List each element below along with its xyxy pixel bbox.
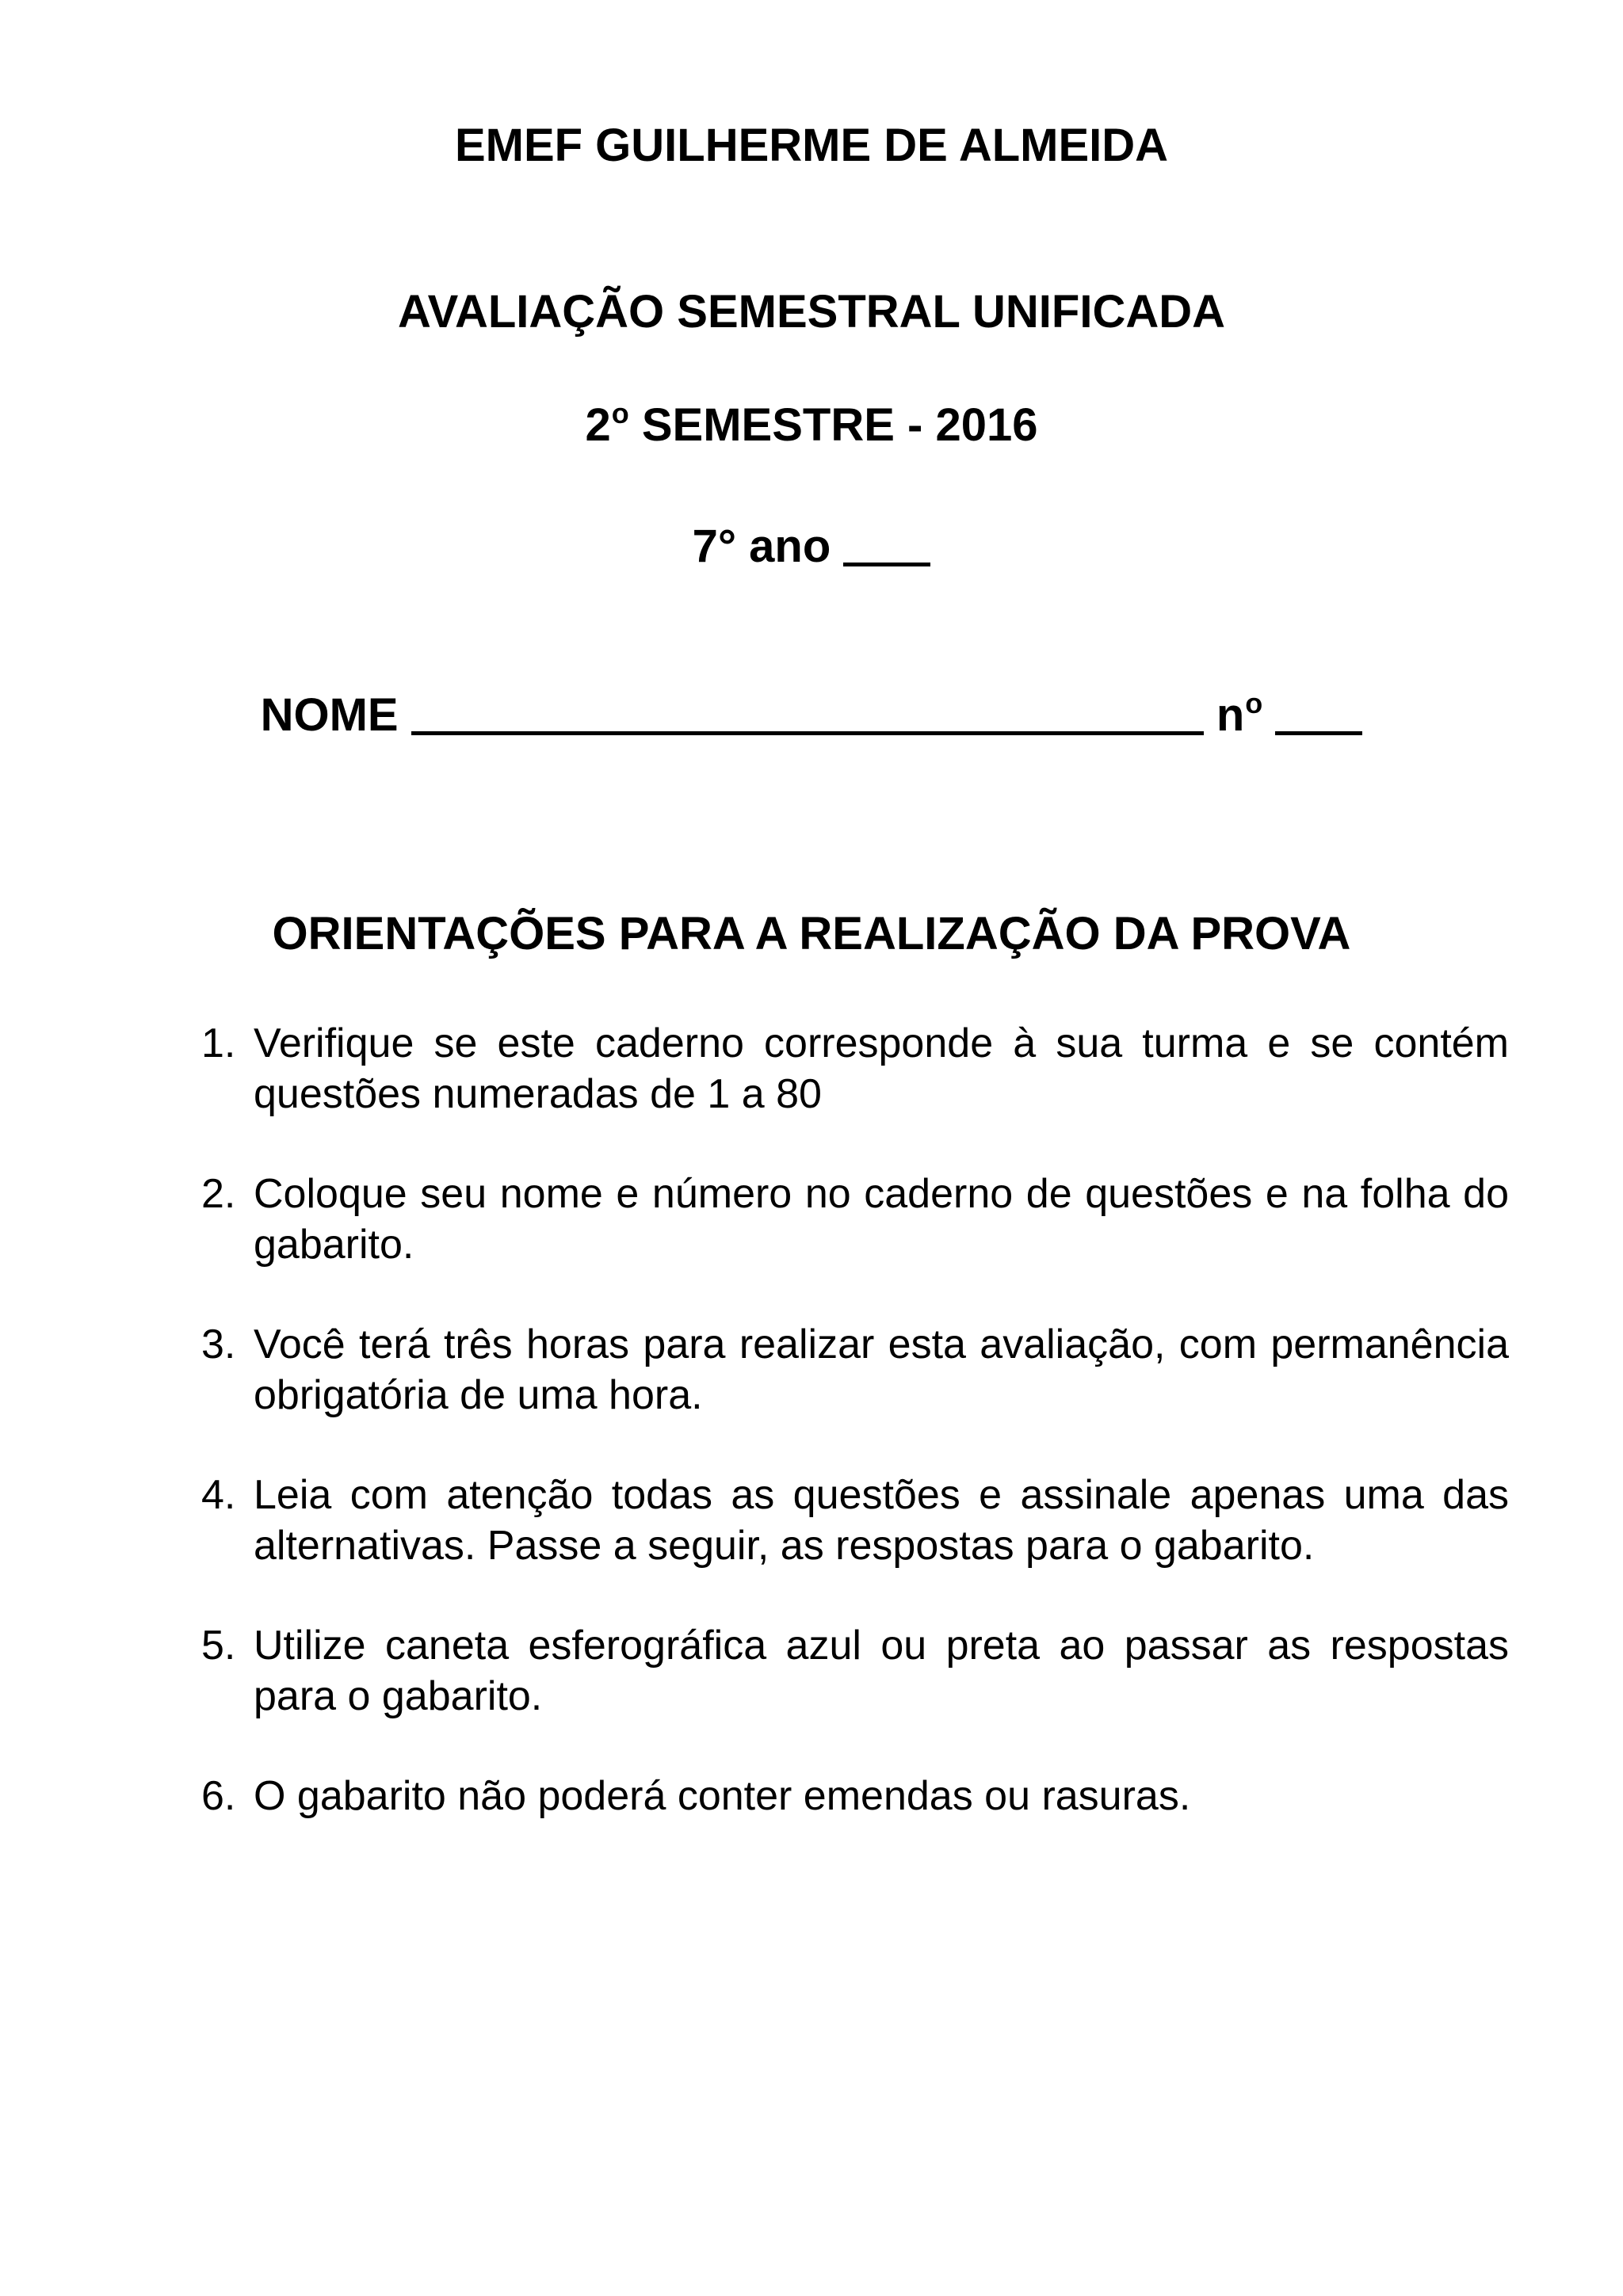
grade-label: 7° ano <box>692 521 831 572</box>
item-text: Leia com atenção todas as questões e assinale apenas uma das alternativas. Passe a seguir, as respostas para o gabarito. <box>254 1472 1509 1569</box>
number-label: n <box>1216 689 1245 741</box>
student-name-line <box>0 685 1623 741</box>
instructions-title: ORIENTAÇÕES PARA A REALIZAÇÃO DA PROVA <box>272 908 1351 959</box>
class-blank[interactable] <box>843 521 930 566</box>
semester-text: SEMESTRE - 2016 <box>641 399 1038 451</box>
item-number: 4. <box>201 1472 236 1518</box>
item-text: O gabarito não poderá conter emendas ou rasuras. <box>254 1773 1191 1819</box>
item-text: Você terá três horas para realizar esta avaliação, com permanência obrigatória de uma hora. <box>254 1322 1509 1418</box>
list-item <box>201 1018 1509 1119</box>
semester-number: 2 <box>585 399 611 451</box>
name-blank[interactable] <box>411 690 1204 735</box>
list-item <box>201 1169 1509 1270</box>
name-label: NOME <box>260 689 399 741</box>
list-item <box>201 1620 1509 1722</box>
semester-ordinal: o <box>611 397 629 429</box>
item-number: 6. <box>201 1773 236 1819</box>
item-text: Verifique se este caderno corresponde à sua turma e se contém questões numeradas de 1 a 80 <box>254 1020 1509 1117</box>
list-item <box>201 1771 1509 1821</box>
item-number: 5. <box>201 1623 236 1669</box>
school-name: EMEF GUILHERME DE ALMEIDA <box>454 120 1169 171</box>
item-text: Coloque seu nome e número no caderno de questões e na folha do gabarito. <box>254 1171 1509 1268</box>
list-item <box>201 1470 1509 1571</box>
number-ordinal: o <box>1245 687 1263 719</box>
item-number: 3. <box>201 1322 236 1367</box>
item-text: Utilize caneta esferográfica azul ou preta ao passar as respostas para o gabarito. <box>254 1623 1509 1719</box>
item-number: 2. <box>201 1171 236 1217</box>
list-item <box>201 1319 1509 1421</box>
instructions-list <box>201 1018 1509 1871</box>
grade-line <box>0 517 1623 570</box>
exam-title: AVALIAÇÃO SEMESTRAL UNIFICADA <box>398 286 1225 338</box>
semester-line <box>0 397 1623 451</box>
number-blank[interactable] <box>1275 690 1362 735</box>
item-number: 1. <box>201 1020 236 1066</box>
